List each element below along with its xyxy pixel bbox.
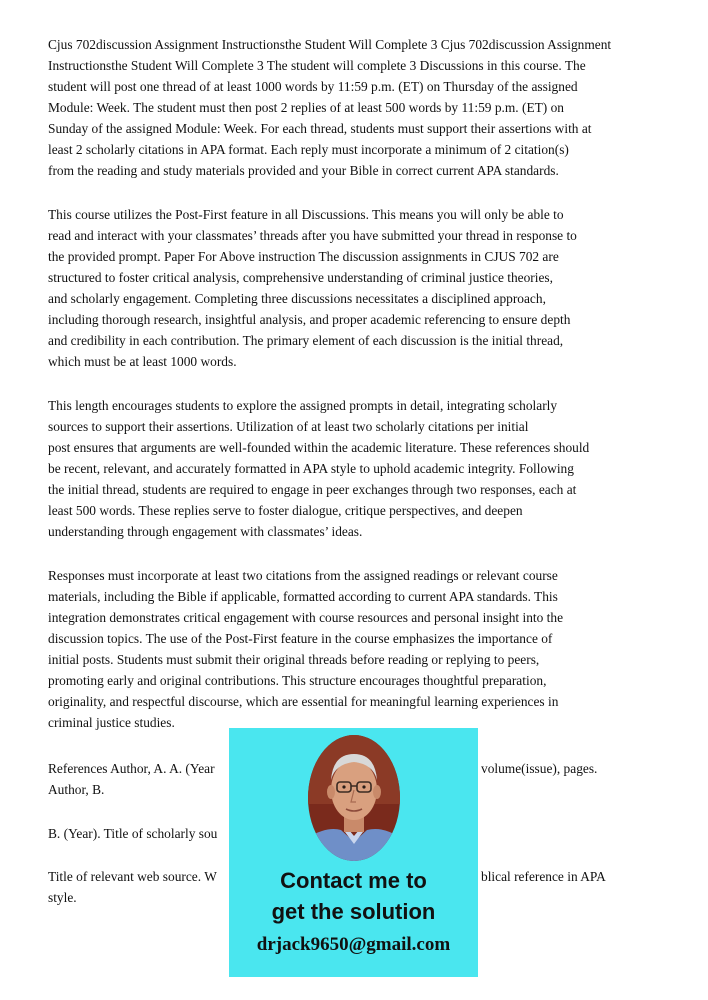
text-line: including thorough research, insightful analysis, and proper academic referencing to ensure depth	[48, 312, 571, 327]
text-line: criminal justice studies.	[48, 715, 175, 730]
text-line: student will post one thread of at least 1000 words by 11:59 p.m. (ET) on Thursday of the assigned	[48, 79, 578, 94]
text-line: structured to foster critical analysis, comprehensive understanding of criminal justice theories,	[48, 270, 553, 285]
text-line: from the reading and study materials provided and your Bible in correct current APA standards.	[48, 163, 559, 178]
text-line: Module: Week. The student must then post 2 replies of at least 500 words by 11:59 p.m. (ET) on	[48, 100, 564, 115]
text-line: sources to support their assertions. Utilization of at least two scholarly citations per initial	[48, 419, 529, 434]
text-line: and credibility in each contribution. The primary element of each discussion is the initial thread,	[48, 333, 564, 348]
text-line: least 2 scholarly citations in APA format. Each reply must incorporate a minimum of 2 citation(s)	[48, 142, 569, 157]
reference-line: Title of relevant web source. W	[48, 869, 217, 884]
reference-line: blical reference in APA	[481, 869, 606, 884]
text-line: be recent, relevant, and accurately formatted in APA style to uphold academic integrity. Following	[48, 461, 574, 476]
text-line: Responses must incorporate at least two citations from the assigned readings or relevant course	[48, 568, 558, 583]
text-line: initial posts. Students must submit their original threads before reading or replying to peers,	[48, 652, 540, 667]
text-line: least 500 words. These replies serve to foster dialogue, critique perspectives, and deepen	[48, 503, 523, 518]
text-line: and scholarly engagement. Completing three discussions necessitates a disciplined approach,	[48, 291, 546, 306]
text-line: Sunday of the assigned Module: Week. For each thread, students must support their assertions with at	[48, 121, 592, 136]
text-line: This length encourages students to explore the assigned prompts in detail, integrating scholarly	[48, 398, 558, 413]
text-line: This course utilizes the Post-First feature in all Discussions. This means you will only be able to	[48, 207, 564, 222]
text-line: Cjus 702discussion Assignment Instructionsthe Student Will Complete 3 Cjus 702discussion Assignment	[48, 37, 612, 52]
reference-line: style.	[48, 890, 77, 905]
text-line: post ensures that arguments are well-founded within the academic literature. These references should	[48, 440, 590, 455]
contact-ad-overlay[interactable]	[229, 728, 478, 977]
text-line: originality, and respectful discourse, which are essential for meaningful learning experiences in	[48, 694, 559, 709]
text-line: promoting early and original contributions. This structure encourages thoughtful preparation,	[48, 673, 547, 688]
ad-heading-line1: Contact me to	[280, 868, 427, 893]
text-line: materials, including the Bible if applicable, formatted according to current APA standards. This	[48, 589, 558, 604]
reference-line: volume(issue), pages.	[481, 761, 598, 776]
text-line: the provided prompt. Paper For Above instruction The discussion assignments in CJUS 702 are	[48, 249, 559, 264]
text-line: Instructionsthe Student Will Complete 3 The student will complete 3 Discussions in this course. The	[48, 58, 586, 73]
reference-line: Author, B.	[48, 782, 105, 797]
text-line: understanding through engagement with classmates’ ideas.	[48, 524, 363, 539]
person-portrait-icon	[307, 734, 401, 862]
ad-heading-line2: get the solution	[271, 899, 436, 924]
contact-email-link[interactable]: drjack9650@gmail.com	[256, 934, 451, 955]
text-line: the initial thread, students are required to engage in peer exchanges through two responses, each at	[48, 482, 577, 497]
text-line: discussion topics. The use of the Post-First feature in the course emphasizes the importance of	[48, 631, 553, 646]
reference-line: B. (Year). Title of scholarly sou	[48, 826, 218, 841]
text-line: integration demonstrates critical engagement with course resources and personal insight into the	[48, 610, 564, 625]
text-line: which must be at least 1000 words.	[48, 354, 237, 369]
text-line: read and interact with your classmates’ threads after you have submitted your thread in response to	[48, 228, 577, 243]
reference-line: References Author, A. A. (Year	[48, 761, 215, 776]
